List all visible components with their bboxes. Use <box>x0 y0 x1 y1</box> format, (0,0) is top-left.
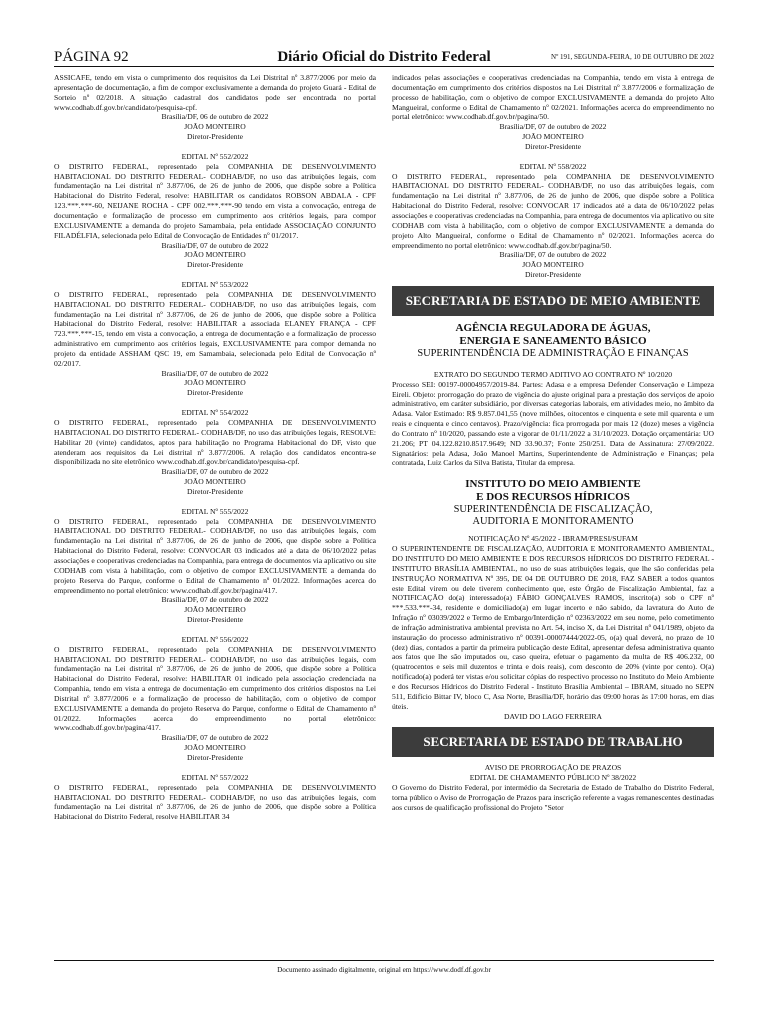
left-column <box>54 73 376 955</box>
centered-line: EDITAL Nº 555/2022 <box>181 506 249 516</box>
centered-line: Brasília/DF, 07 de outubro de 2022 <box>161 733 269 743</box>
centered-line: JOÃO MONTEIRO <box>522 260 584 270</box>
centered-line: Diretor-Presidente <box>187 260 243 270</box>
spacer <box>54 763 376 773</box>
paragraph: O DISTRITO FEDERAL, representado pela COMPANHIA DE DESENVOLVIMENTO HABITACIONAL DO DISTRITO FEDERAL- CODHAB/DF, no uso das atribuições legais, com fundamentação na Lei distrital nº 3.877/06, de 26 de junho de 2006, que dispõe sobre a Política Habitacional do Distrito Federal, resolve: HABILITAR 01 indicado pela associação credenciada na Companhia, tendo em vista a entrega de documentação em cumprimento dos critérios dispostos na Lei Distrital nº 3.877/2006 e a formalização de processo de habilitação, com o objetivo de compor EXCLUSIVAMENTE a demanda do projeto Reserva do Parque, conforme o Edital de Chamamento nº 01/2022. Informações acerca do empreendimento no portal eletrônico: www.codhab.df.gov.br/pagina/417. <box>54 644 376 733</box>
paragraph: O DISTRITO FEDERAL, representado pela COMPANHIA DE DESENVOLVIMENTO HABITACIONAL DO DISTRITO FEDERAL- CODHAB/DF, no uso das atribuições legais, com fundamentação na Lei distrital nº 3.877/06, de 26 de junho de 2006, que dispõe sobre a Política Habitacional do Distrito Federal, resolve: CONVOCAR 03 indicados até a data de 06/10/2022 pelas associações e cooperativas credenciadas na Companhia, para entrega de documentos via aplicativo ou site CODHAB com vista à habilitação, com o objetivo de compor EXCLUSIVAMENTE a demanda do projeto Reserva do Parque, conforme o Edital de Chamamento nº 01/2022. Informações acerca do empreendimento no portal eletrônico: www.codhab.df.gov.br/pagina/417. <box>54 516 376 595</box>
section-banner: SECRETARIA DE ESTADO DE TRABALHO <box>392 727 714 757</box>
centered-line: NOTIFICAÇÃO Nº 45/2022 - IBRAM/PRESI/SUFAM <box>468 534 638 544</box>
centered-line: Diretor-Presidente <box>187 388 243 398</box>
footer-note: Documento assinado digitalmente, original em https://www.dodf.df.gov.br <box>277 966 491 974</box>
spacer <box>54 497 376 507</box>
centered-line: Brasília/DF, 07 de outubro de 2022 <box>161 467 269 477</box>
centered-line: EDITAL Nº 558/2022 <box>519 161 587 171</box>
centered-line: Diretor-Presidente <box>525 270 581 280</box>
issue-info: Nº 191, SEGUNDA-FEIRA, 10 DE OUTUBRO DE 2022 <box>551 53 714 61</box>
department-heading: SUPERINTENDÊNCIA DE FISCALIZAÇÃO, <box>453 504 653 516</box>
paragraph: O DISTRITO FEDERAL, representado pela COMPANHIA DE DESENVOLVIMENTO HABITACIONAL DO DISTRITO FEDERAL- CODHAB/DF, no uso das atribuições legais, RESOLVE: Habilitar 20 (vinte) candidatos, aptos para habilitação no Programa Habitacional do DF, visto que atenderam aos requisitos da Lei distrital nº 3.877/2006. A relação dos candidatos encontra-se disponibilizada no site eletrônico www.codhab.df.gov.br/candidato/pesquisa-cpf. <box>54 418 376 467</box>
centered-line: Brasília/DF, 07 de outubro de 2022 <box>499 122 607 132</box>
paragraph: O DISTRITO FEDERAL, representado pela COMPANHIA DE DESENVOLVIMENTO HABITACIONAL DO DISTRITO FEDERAL- CODHAB/DF, no uso das atribuições legais, com fundamentação na Lei distrital nº 3.877/06, de 26 de junho de 2006, que dispõe sobre a Política Habitacional do Distrito Federal, resolve: HABILITAR os candidatos ROBSON ABDALA - CPF 123.***.***-60, NEIJANE ROCHA - CPF 002.***.***-90 tendo em vista a convocação, entrega de documentação e formalização de processo em cumprimento aos critérios legais, para compor EXCLUSIVAMENTE a demanda do projeto Samambaia, pela entidade ASSOCIAÇÃO CONJUNTO FILADÉLFIA, selecionada pelo Edital de Convocação de Entidades nº 01/2017. <box>54 161 376 240</box>
organization-heading: INSTITUTO DO MEIO AMBIENTE <box>465 478 641 491</box>
centered-line: JOÃO MONTEIRO <box>184 250 246 260</box>
centered-line: DAVID DO LAGO FERREIRA <box>504 711 602 721</box>
centered-line: Diretor-Presidente <box>187 753 243 762</box>
paragraph: ASSICAFE, tendo em vista o cumprimento dos requisitos da Lei Distrital nº 3.877/2006 por meio da apresentação de documentação, a fim de compor exclusivamente a demanda do projeto Guará - Edital de Sorteio nº 02/2018. A situação cadastral dos candidatos pode ser encontrada no portal www.codhab.df.gov.br/candidato/pesquisa-cpf. <box>54 73 376 112</box>
centered-line: Brasília/DF, 07 de outubro de 2022 <box>499 250 607 260</box>
centered-line: EDITAL Nº 557/2022 <box>181 772 249 782</box>
page-number: PÁGINA 92 <box>54 49 129 65</box>
centered-line: EDITAL Nº 552/2022 <box>181 151 249 161</box>
centered-line: JOÃO MONTEIRO <box>184 378 246 388</box>
centered-line: Diretor-Presidente <box>187 132 243 142</box>
organization-heading: E DOS RECURSOS HÍDRICOS <box>476 491 630 504</box>
centered-line: Diretor-Presidente <box>525 141 581 151</box>
footer-rule <box>54 960 714 961</box>
centered-line: Diretor-Presidente <box>187 486 243 496</box>
centered-line: EDITAL DE CHAMAMENTO PÚBLICO Nº 38/2022 <box>469 773 637 783</box>
centered-line: Brasília/DF, 07 de outubro de 2022 <box>161 240 269 250</box>
paragraph: indicados pelas associações e cooperativas credenciadas na Companhia, tendo em vista à entrega de documentação em cumprimento dos critérios dispostos na Lei Distrital nº 3.877/2006 e formalização de processo de habilitação, com o objetivo de compor EXCLUSIVAMENTE a demanda do projeto Alto Mangueiral, conforme o Edital de Chamamento nº 02/2021. Informações acerca do empreendimento no portal eletrônico: www.codhab.df.gov.br/pagina/50. <box>392 73 714 122</box>
centered-line: Brasília/DF, 06 de outubro de 2022 <box>161 112 269 122</box>
centered-line: JOÃO MONTEIRO <box>184 477 246 487</box>
centered-line: EDITAL Nº 553/2022 <box>181 280 249 290</box>
centered-line: AVISO DE PRORROGAÇÃO DE PRAZOS <box>484 763 622 773</box>
spacer <box>54 398 376 408</box>
centered-line: EDITAL Nº 556/2022 <box>181 634 249 644</box>
spacer <box>392 152 714 162</box>
paragraph: O DISTRITO FEDERAL, representado pela COMPANHIA DE DESENVOLVIMENTO HABITACIONAL DO DISTRITO FEDERAL- CODHAB/DF, no uso das atribuições legais, com fundamentação na Lei distrital nº 3.877/06, de 26 de junho de 2006, que dispõe sobre a Política Habitacional do Distrito Federal, resolve HABILITAR 34 <box>54 782 376 822</box>
centered-line: JOÃO MONTEIRO <box>522 132 584 142</box>
centered-line: JOÃO MONTEIRO <box>184 122 246 132</box>
centered-line: EXTRATO DO SEGUNDO TERMO ADITIVO AO CONTRATO Nº 10/2020 <box>433 369 673 379</box>
paragraph: Processo SEI: 00197-00004957/2019-84. Partes: Adasa e a empresa Defender Conservação e Limpeza Eireli. Objeto: prorrogação do prazo de vigência do ajuste original para a prestação dos serviços de apoio administrativo, em caráter subsidiário, por diversas categorias laborais, em atividades meio, no âmbito da Adasa. Valor Estimado: R$ 9.857.041,55 (nove milhões, oitocentos e cinquenta e sete mil quarenta e um reais e cinquenta e cinco centavos). Prazo/vigência: fica prorrogada por mais 12 (doze) meses a vigência do Contrato nº 10/2020, passando este a vigorar de 01/11/2022 a 31/10/2023. Dotação orçamentária: UO 21.206; PT 04.122.8210.8517.9649; ND 33.90.37; Fonte 250/251. Data de Assinatura: 27/09/2022. Signatários: pela Adasa, João Manoel Martins, Superintendente de Administração e Finanças; pela contratada, Luiz Carlos da Silva Batista, Titular da empresa. <box>392 379 714 468</box>
department-heading: SUPERINTENDÊNCIA DE ADMINISTRAÇÃO E FINANÇAS <box>417 347 689 359</box>
centered-line: JOÃO MONTEIRO <box>184 605 246 615</box>
centered-line: Brasília/DF, 07 de outubro de 2022 <box>161 595 269 605</box>
journal-title: Diário Oficial do Distrito Federal <box>277 49 491 65</box>
centered-line: JOÃO MONTEIRO <box>184 743 246 753</box>
spacer <box>54 142 376 152</box>
spacer <box>54 270 376 280</box>
department-heading: AUDITORIA E MONITORAMENTO <box>472 516 634 528</box>
paragraph: O SUPERINTENDENTE DE FISCALIZAÇÃO, AUDITORIA E MONITORAMENTO AMBIENTAL, DO INSTITUTO DO MEIO AMBIENTE E DOS RECURSOS HÍDRICOS DO DISTRITO FEDERAL - INSTITUTO BRASÍLIA AMBIENTAL, no uso de suas atribuições legais, que lhe são conferidas pela INSTRUÇÃO NORMATIVA Nº 395, DE 04 DE OUTUBRO DE 2018, FAZ SABER a todos quantos este Edital virem ou dele tiverem conhecimento que, este Órgão de Fiscalização Ambiental, faz a NOTIFICAÇÃO do(a) interessado(a) FÁBIO GONÇALVES RAMOS, inscrito(a) sob o CPF nº ***.533.***-34, residente e domiciliado(a) em lugar incerto e não sabido, da lavratura do Auto de Infração nº 03039/2022 e Termo de Embargo/Interdição nº 02363/2022 em seu nome, pelo cometimento de infração administrativa ambiental prevista no Art. 54, inciso X, da Lei Distrital nº 041/1989, objeto da instauração do processo administrativo nº 00391-00007444/2022-05, o(a) qual deverá, no prazo de 10 (dez) dias, contados a partir da primeira publicação deste Edital, apresentar defesa administrativa quanto aos fatos que lhe são imputados ou, caso queira, efetuar o pagamento da multa de R$ 406.232, 00 (quatrocentos e seis mil duzentos e trinta e dois reais), com desconto de 20% (vinte por cento). O(a) notificado(a) poderá ter vistas e/ou solicitar cópias do respectivo processo no Instituto do Meio Ambiente e dos Recursos Hídricos do Distrito Federal - Instituto Brasília Ambiental – IBRAM, situado no SEPN 511, Edifício Bittar IV, bloco C, Asa Norte, Brasília/DF, horário das 09:00 horas às 17:00 horas, em dias úteis. <box>392 544 714 711</box>
paragraph: O DISTRITO FEDERAL, representado pela COMPANHIA DE DESENVOLVIMENTO HABITACIONAL DO DISTRITO FEDERAL- CODHAB/DF, no uso das atribuições legais, com fundamentação na Lei distrital nº 3.877/06, de 26 de junho de 2006, que dispõe sobre a Política Habitacional do Distrito Federal, resolve: HABILITAR a associada ELANEY FRANÇA - CPF 723.***.***-15, tendo em vista a convocação, a entrega de documentação e a formalização de processo administrativo em cumprimento aos critérios legais, EXCLUSIVAMENTE para compor demanda no projeto da entidade ASSHAM QSC 19, em Samambaia, selecionada pelo Edital de Convocação nº 02/2017. <box>54 289 376 368</box>
centered-line: EDITAL Nº 554/2022 <box>181 408 249 418</box>
spacer <box>54 625 376 635</box>
centered-line: Brasília/DF, 07 de outubro de 2022 <box>161 368 269 378</box>
section-banner: SECRETARIA DE ESTADO DE MEIO AMBIENTE <box>392 286 714 316</box>
right-column <box>392 73 714 955</box>
paragraph: O Governo do Distrito Federal, por intermédio da Secretaria de Estado de Trabalho do Distrito Federal, torna público o Aviso de Prorrogação de Prazos para inscrição referente a vagas remanescentes destinadas aos cursos de qualificação profissional do Projeto "Setor <box>392 783 714 812</box>
centered-line: Diretor-Presidente <box>187 615 243 625</box>
organization-heading: ENERGIA E SANEAMENTO BÁSICO <box>459 334 647 347</box>
organization-heading: AGÊNCIA REGULADORA DE ÁGUAS, <box>455 321 651 334</box>
paragraph: O DISTRITO FEDERAL, representado pela COMPANHIA DE DESENVOLVIMENTO HABITACIONAL DO DISTRITO FEDERAL- CODHAB/DF, no uso das atribuições legais, com fundamentação na Lei distrital nº 3.877/06, de 26 de junho de 2006, que dispõe sobre a Política Habitacional do Distrito Federal, resolve: CONVOCAR 17 indicados até a data de 06/10/2022 pelas associações e cooperativas credenciadas na Companhia, para entrega de documentos via aplicativo ou site CODHAB com vista à habilitação, com o objetivo de compor EXCLUSIVAMENTE a demanda do projeto Alto Mangueiral, conforme o Edital de Chamamento nº 02/2021. Informações acerca do empreendimento no portal eletrônico: www.codhab.df.gov.br/pagina/50. <box>392 171 714 250</box>
spacer <box>392 360 714 370</box>
spacer <box>392 468 714 478</box>
page-header <box>54 49 714 67</box>
